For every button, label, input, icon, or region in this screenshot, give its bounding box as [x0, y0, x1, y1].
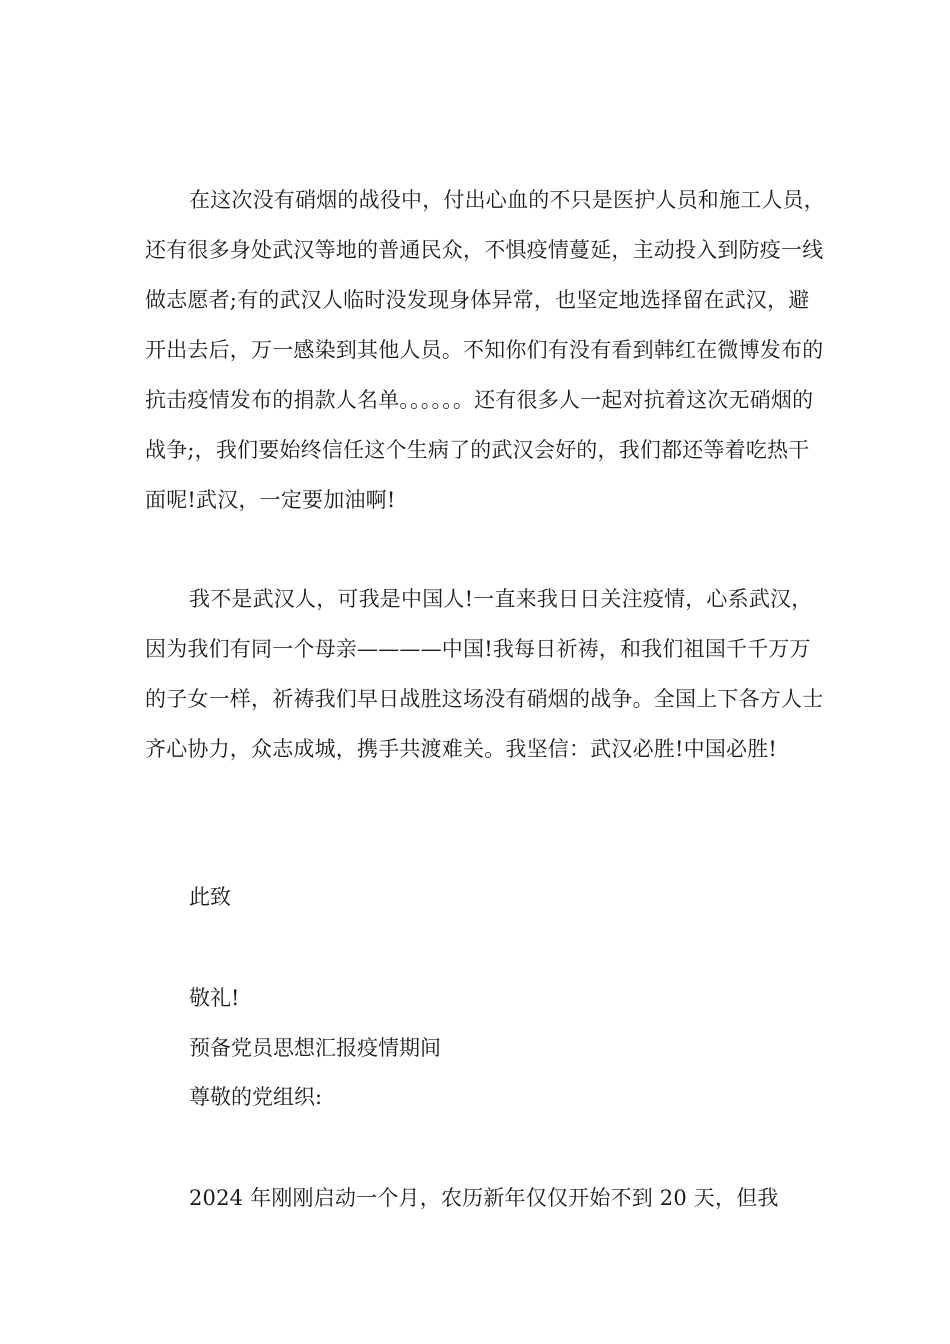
body-paragraph-3: 2024 年刚刚启动一个月，农历新年仅仅开始不到 20 天，但我	[189, 1186, 779, 1210]
body-paragraph-2: 我不是武汉人，可我是中国人!一直来我日日关注疫情，心系武汉，因为我们有同一个母亲————中国!我每日祈祷，和我们祖国千千万万的子女一样，祈祷我们早日战胜这场没有硝烟的战争。全国上下各方人士齐心协力，众志成城，携手共渡难关。我坚信：武汉必胜!中国必胜!	[145, 587, 824, 761]
next-section-title: 预备党员思想汇报疫情期间	[189, 1036, 441, 1060]
closing-line: 此致	[189, 885, 231, 909]
greeting-line: 尊敬的党组织:	[189, 1085, 323, 1109]
body-paragraph-1: 在这次没有硝烟的战役中，付出心血的不只是医护人员和施工人员，还有很多身处武汉等地的普通民众，不惧疫情蔓延，主动投入到防疫一线做志愿者;有的武汉人临时没发现身体异常，也坚定地选择留在武汉，避开出去后，万一感染到其他人员。不知你们有没有看到韩红在微博发布的抗击疫情发布的捐款人名单。。。。。。还有很多人一起对抗着这次无硝烟的战争;，我们要始终信任这个生病了的武汉会好的，我们都还等着吃热干面呢!武汉，一定要加油啊!	[145, 188, 825, 512]
salute-line: 敬礼!	[189, 986, 240, 1010]
